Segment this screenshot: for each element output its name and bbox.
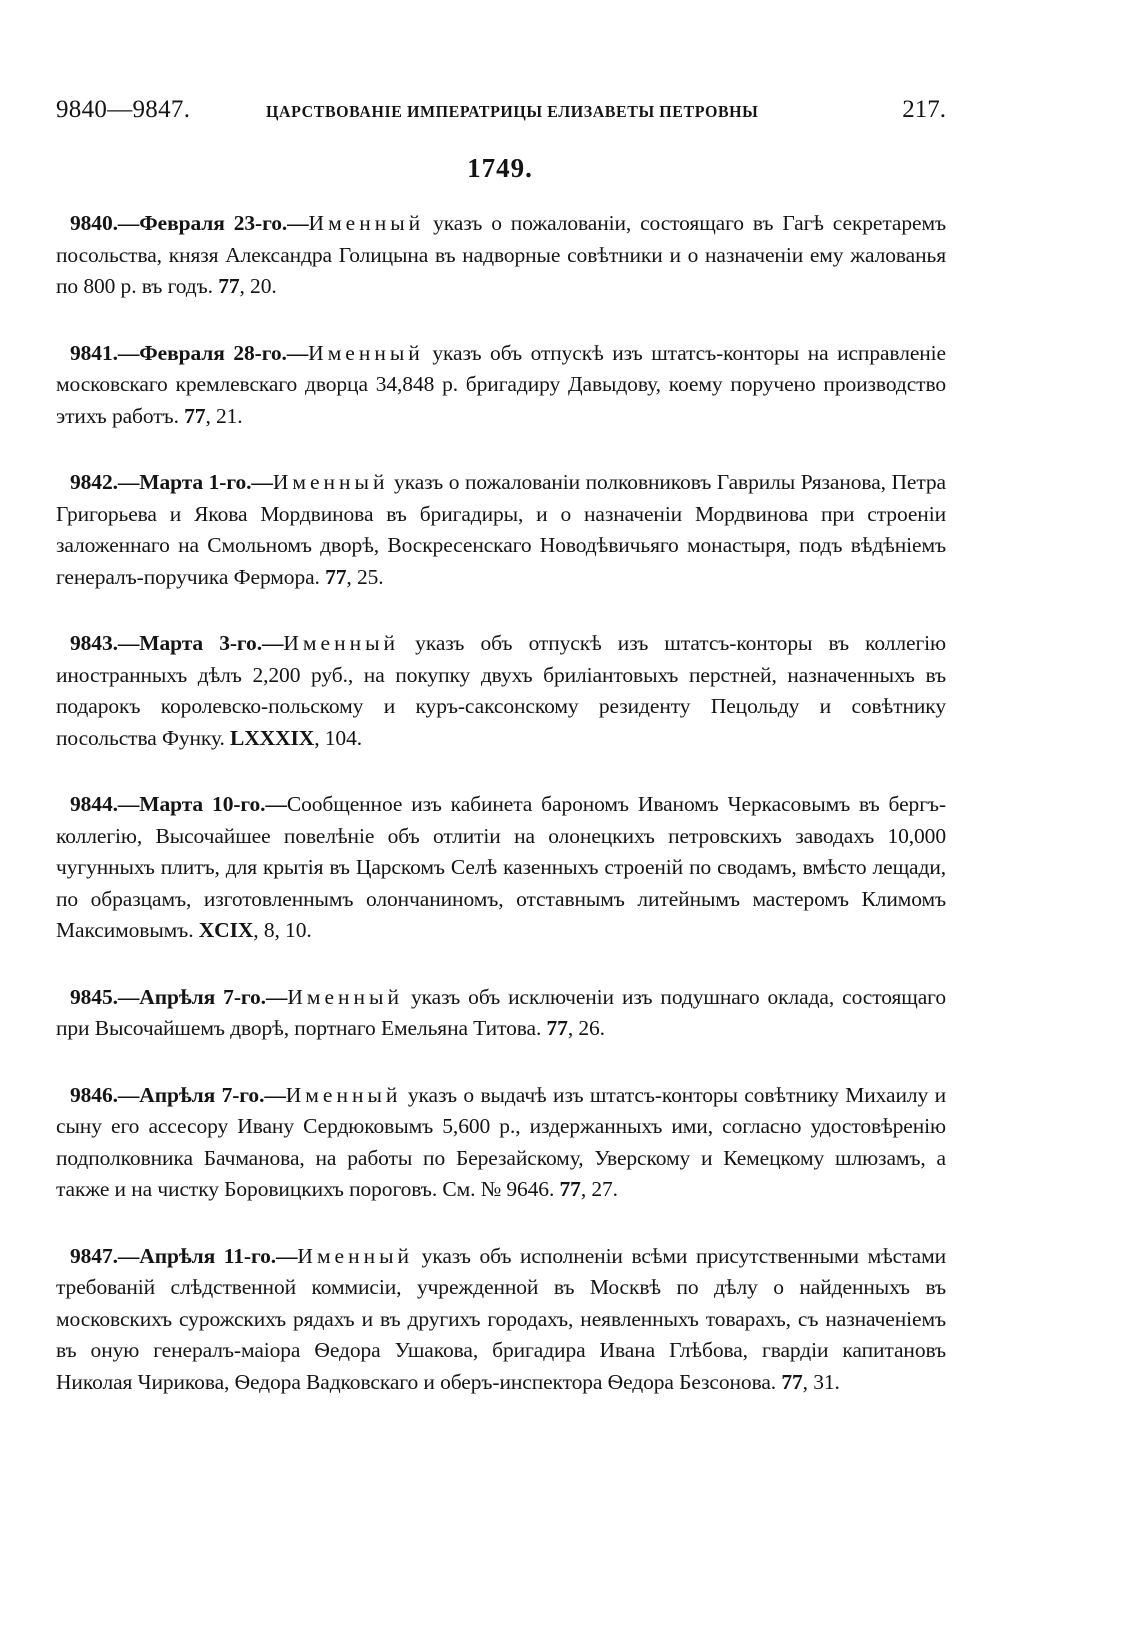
year-heading: 1749.: [467, 153, 533, 183]
entry-number: 9847.: [70, 1243, 118, 1268]
decree-entry: [56, 1080, 946, 1206]
entry-ref-page: , 21.: [205, 403, 243, 428]
decree-entry: [56, 467, 946, 593]
entry-ref-volume: 77: [781, 1369, 803, 1394]
entry-kind: Именный: [308, 211, 425, 235]
entry-text: Сообщенное изъ кабинета барономъ Иваномъ Черкасовымъ въ бергъ-коллегію, Высочайшее повелѣніе объ отлитіи на олонецкихъ петровскихъ заводахъ 10,000 чугунныхъ плитъ, для крытія въ Царскомъ Селѣ казенныхъ строеній по сводамъ, вмѣсто лещади, по образцамъ, изготовленнымъ олончаниномъ, отставнымъ литейнымъ мастеромъ Климомъ Максимовымъ.: [56, 792, 946, 942]
entry-text: указъ объ исключеніи изъ подушнаго оклада, состоящаго при Высочайшемъ дворѣ, портнаго Емельяна Титова.: [56, 984, 946, 1040]
entry-number: 9845.: [70, 984, 118, 1009]
entry-ref-page: , 20.: [239, 274, 277, 298]
entries-list: [56, 208, 946, 1433]
entry-kind: Именный: [297, 1243, 414, 1268]
entry-text: указъ о пожалованіи, состоящаго въ Гагѣ секретаремъ посольства, князя Александра Голицына въ надворные совѣтники и о назначеніи ему жалованья по 800 р. въ годъ.: [56, 211, 946, 298]
entry-date: —Марта 3-го.—: [117, 631, 284, 655]
decree-entry: [56, 982, 946, 1045]
entry-date: —Марта 10-го.—: [117, 792, 287, 816]
entry-date: —Февраля 23-го.—: [117, 211, 309, 235]
entry-kind: Именный: [308, 340, 424, 365]
entry-ref-page: , 31.: [802, 1369, 840, 1394]
decree-entry: [56, 789, 946, 947]
decree-entry: [56, 1241, 946, 1399]
entry-number: 9842.: [70, 470, 118, 494]
entry-kind: Именный: [285, 1082, 402, 1107]
entry-ref-page: , 26.: [567, 1016, 605, 1040]
entry-number: 9841.: [70, 340, 118, 365]
entry-date: —Апрѣля 7-го.—: [117, 1082, 286, 1107]
decree-entry: [56, 628, 946, 754]
entry-ref-page: , 8, 10.: [253, 918, 312, 942]
page-number: 217.: [902, 96, 946, 123]
entry-number: 9844.: [70, 792, 118, 816]
entry-ref-volume: 77: [546, 1016, 568, 1040]
entry-kind: Именный: [287, 984, 403, 1009]
entry-ref-page: , 27.: [580, 1177, 618, 1201]
entry-ref-volume: 77: [325, 564, 347, 589]
entry-text: указъ объ исполненіи всѣми присутственными мѣстами требованій слѣдственной коммисіи, учрежденной въ Москвѣ по дѣлу о найденныхъ въ московскихъ сурожскихъ рядахъ и въ другихъ городахъ, неявленныхъ товарахъ, съ назначеніемъ въ оную генералъ-маіора Ѳедора Ушакова, бригадира Ивана Глѣбова, гвардіи капитановъ Николая Чирикова, Ѳедора Вадковскаго и оберъ-инспектора Ѳедора Безсонова.: [56, 1243, 947, 1394]
entry-range: 9840—9847.: [56, 96, 191, 123]
entry-number: 9843.: [70, 631, 118, 655]
entry-date: —Марта 1-го.—: [117, 470, 273, 494]
entry-kind: Именный: [272, 470, 389, 494]
entry-number: 9846.: [70, 1082, 118, 1107]
entry-kind: Именный: [283, 631, 400, 655]
entry-text: указъ объ отпускѣ изъ штатсъ-конторы на исправленіе московскаго кремлевскаго дворца 34,848 р. бригадиру Давыдову, коему поручено производство этихъ работъ.: [56, 340, 946, 428]
entry-ref-volume: 77: [218, 274, 240, 298]
entry-text: указъ о выдачѣ изъ штатсъ-конторы совѣтнику Михаилу и сыну его ассесору Ивану Сердюковымъ 5,600 р., издержанныхъ ими, согласно удостовѣренію подполковника Бачманова, на работы по Березайскому, Уверскому и Кемецкому шлюзамъ, а также и на чистку Боровицкихъ пороговъ. См. № 9646.: [56, 1082, 946, 1201]
entry-text: указъ объ отпускѣ изъ штатсъ-конторы въ коллегію иностранныхъ дѣлъ 2,200 руб., на покупку двухъ бриліантовыхъ перстней, назначенныхъ въ подарокъ королевско-польскому и куръ-саксонскому резиденту Пецольду и совѣтнику посольства Функу.: [56, 631, 946, 750]
entry-number: 9840.: [70, 211, 118, 235]
entry-text: указъ о пожалованіи полковниковъ Гаврилы Рязанова, Петра Григорьева и Якова Мордвинова въ бригадиры, и о назначеніи Мордвинова при строеніи заложеннаго на Смольномъ дворѣ, Воскресенскаго Новодѣвичьяго монастыря, подъ вѣдѣніемъ генералъ-поручика Фермора.: [56, 470, 946, 589]
entry-date: —Апрѣля 7-го.—: [117, 984, 288, 1009]
entry-ref-volume: XCIX: [198, 918, 254, 942]
running-header: [56, 96, 946, 136]
entry-ref-volume: LXXXIX: [230, 725, 315, 750]
decree-entry: [56, 338, 946, 433]
entry-ref-page: , 25.: [346, 564, 384, 589]
decree-entry: [56, 208, 946, 303]
entry-date: —Апрѣля 11-го.—: [117, 1243, 298, 1268]
entry-ref-volume: 77: [184, 403, 206, 428]
entry-ref-page: , 104.: [314, 725, 362, 750]
entry-date: —Февраля 28-го.—: [117, 340, 309, 365]
running-title: ЦАРСТВОВАНІЕ ИМПЕРАТРИЦЫ ЕЛИЗАВЕТЫ ПЕТРОВНЫ: [266, 102, 759, 121]
entry-ref-volume: 77: [559, 1177, 581, 1201]
